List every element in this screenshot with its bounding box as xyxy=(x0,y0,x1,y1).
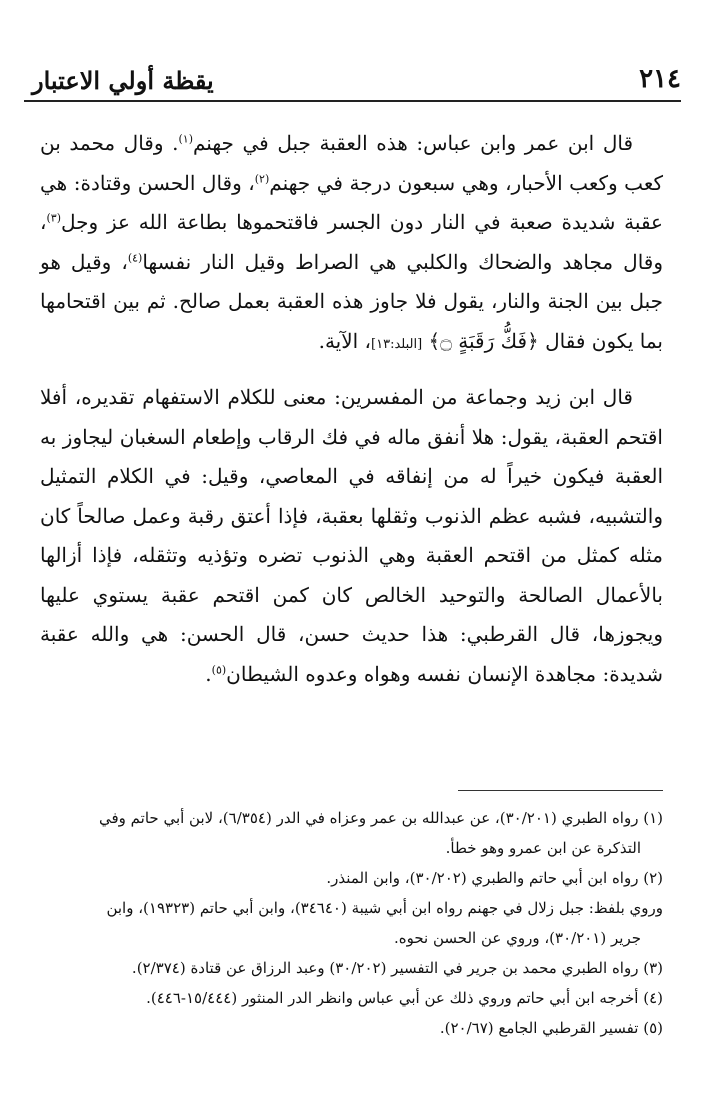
text-span: ، وقال الحسن وقتادة: هي عقبة شديدة صعبة في النار دون الجسر فاقتحموها بطاعة الله عز وجل xyxy=(40,170,663,234)
page-number: ٢١٤ xyxy=(639,64,681,94)
text-span: . وقال محمد بن كعب وكعب الأحبار، وهي سبعون درجة في جهنم xyxy=(40,131,663,195)
footnote-marker-5[interactable]: (٥) xyxy=(211,662,227,676)
text-span: . xyxy=(205,661,212,686)
text-span: قال ابن عمر وابن عباس: هذه العقبة جبل في جهنم xyxy=(192,131,634,155)
footnote-5: (٥) تفسير القرطبي الجامع (٢٠/٦٧). xyxy=(439,1019,663,1037)
footnote-marker-3[interactable]: (٣) xyxy=(46,211,61,225)
footnote-1: (١) رواه الطبري (٣٠/٢٠١)، عن عبدالله بن عمر وعزاه في الدر (٦/٣٥٤)، لابن أبي حاتم وفي xyxy=(98,809,663,827)
text-span: ، وقيل هو جبل بين الجنة والنار، يقول فلا جاوز هذه العقبة بعمل صالح. ثم بين اقتحامها بما يكون فقال ﴿فَكُّ رَقَبَةٍ ۝﴾ xyxy=(40,249,663,353)
footnote-marker-1[interactable]: (١) xyxy=(178,132,193,146)
footnote-separator xyxy=(458,790,663,791)
main-text xyxy=(40,124,663,694)
text-span: ، الآية. xyxy=(318,328,372,353)
footnote-marker-2[interactable]: (٢) xyxy=(254,171,270,185)
footnote-4: (٤) أخرجه ابن أبي حاتم وروي ذلك عن أبي عباس وانظر الدر المنثور (١٥/٤٤٤-٤٤٦). xyxy=(146,989,663,1007)
footnote-2-cont-2: جرير (٣٠/٢٠١)، وروي عن الحسن نحوه. xyxy=(393,929,641,947)
header-rule xyxy=(24,100,681,102)
text-span: ، وقال مجاهد والضحاك والكلبي هي الصراط وقيل النار نفسها xyxy=(40,210,664,274)
text-span: قال ابن زيد وجماعة من المفسرين: معنى للكلام الاستفهام تقديره، أفلا اقتحم العقبة، يقول: هلا أنفق ماله في فك الرقاب وإطعام السغبان ليجاوز به العقبة فيكون خيراً له من إنفاقه في المعاصي، وقيل: في الكلام التمثيل والتشبيه، فشبه عظم الذنوب وثقلها بعقبة، فإذا أعتق رقبة وعمل صالحاً كان مثله كمثل من اقتحم العقبة وهي الذنوب تضره وتؤذيه وتثقله، فإذا أزالها بالأعمال الصالحة والتوحيد الخالص كان كمن اقتحم عقبة يستوي عليها ويجوزها، قال القرطبي: هذا حديث حسن، قال الحسن: هي والله عقبة شديدة: مجاهدة الإنسان نفسه وهواه وعدوه الشيطان xyxy=(40,385,663,686)
quran-citation: [البلد:١٣] xyxy=(371,336,423,352)
paragraph-2 xyxy=(40,378,663,694)
running-title: يقظة أولي الاعتبار xyxy=(32,66,214,95)
footnote-2: (٢) رواه ابن أبي حاتم والطبري (٣٠/٢٠٢)، وابن المنذر. xyxy=(326,869,663,887)
page-header xyxy=(24,60,681,104)
footnote-3: (٣) رواه الطبري محمد بن جرير في التفسير (٣٠/٢٠٢) وعبد الرزاق عن قتادة (٢/٣٧٤). xyxy=(131,959,663,977)
footnote-2-cont: وروي بلفظ: جبل زلال في جهنم رواه ابن أبي شيبة (٣٤٦٤٠)، وابن أبي حاتم (١٩٣٢٣)، وابن xyxy=(106,899,663,917)
footnote-1-cont: التذكرة عن ابن عمرو وهو خطأ. xyxy=(445,839,641,857)
footnote-marker-4[interactable]: (٤) xyxy=(127,250,143,264)
footnotes xyxy=(40,803,663,1043)
paragraph-1 xyxy=(40,124,663,364)
